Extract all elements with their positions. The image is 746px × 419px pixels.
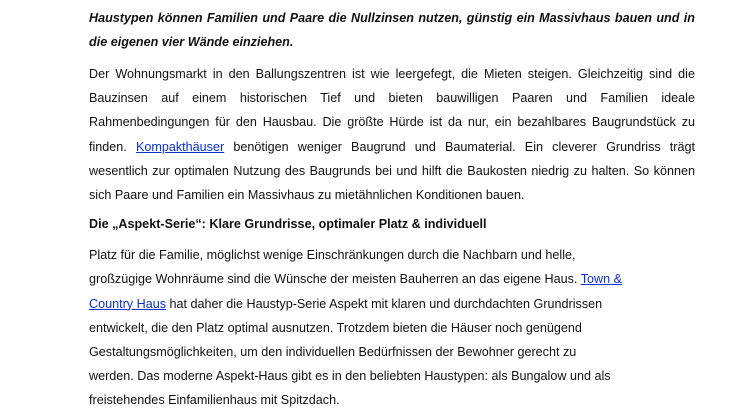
document-page <box>89 6 695 418</box>
kompakthaeuser-link[interactable]: Kompakthäuser <box>135 139 225 154</box>
body-paragraph-2 <box>89 243 695 412</box>
town-country-link-part-1[interactable]: Town & <box>580 272 622 287</box>
lead-paragraph: Haustypen können Familien und Paare die Nullzinsen nutzen, günstig ein Massivhaus bauen und in die eigenen vier Wände einziehen. <box>89 11 695 49</box>
town-country-link-part-2[interactable]: Country Haus <box>89 296 166 311</box>
section-heading: Die „Aspekt-Serie“: Klare Grundrisse, optimaler Platz & individuell <box>89 217 487 232</box>
para1-text-before-link: Der Wohnungsmarkt in den Ballungszentren ist wie leergefegt, die Mieten steigen. Gleichzeitig sind die Bauzinsen auf einem historischen Tief und bieten bauwilligen Paaren und Familien ideale Rahmenbedingungen für den Hausbau. Die größte Hürde ist da nur, ein bezahlbares Baugrundstück zu finden. <box>89 67 695 154</box>
para2-line-1: Platz für die Familie, möglichst wenige Einschränkungen durch die Nachbarn und helle, <box>89 248 576 263</box>
para2-line-5: Gestaltungsmöglichkeiten, um den individuellen Bedürfnissen der Bewohner gerecht zu <box>89 345 577 360</box>
para2-line-2: großzügige Wohnräume sind die Wünsche der meisten Bauherren an das eigene Haus. <box>89 272 581 287</box>
para1-text-after-link: benötigen weniger Baugrund und Baumaterial. Ein cleverer Grundriss trägt wesentlich zur optimalen Nutzung des Baugrunds bei und hilft die Baukosten niedrig zu halten. So können sich Paare und Familien ein Massivhaus zu mietähnlichen Konditionen bauen. <box>89 139 696 203</box>
para2-line-4: entwickelt, die den Platz optimal ausnutzen. Trotzdem bieten die Häuser noch genügend <box>89 320 582 335</box>
body-paragraph-1 <box>89 62 695 207</box>
para2-line-6: werden. Das moderne Aspekt-Haus gibt es in den beliebten Haustypen: als Bungalow und als <box>89 369 611 384</box>
para2-line-7: freistehendes Einfamilienhaus mit Spitzdach. <box>89 393 340 408</box>
para2-line-3: hat daher die Haustyp-Serie Aspekt mit klaren und durchdachten Grundrissen <box>166 296 603 311</box>
